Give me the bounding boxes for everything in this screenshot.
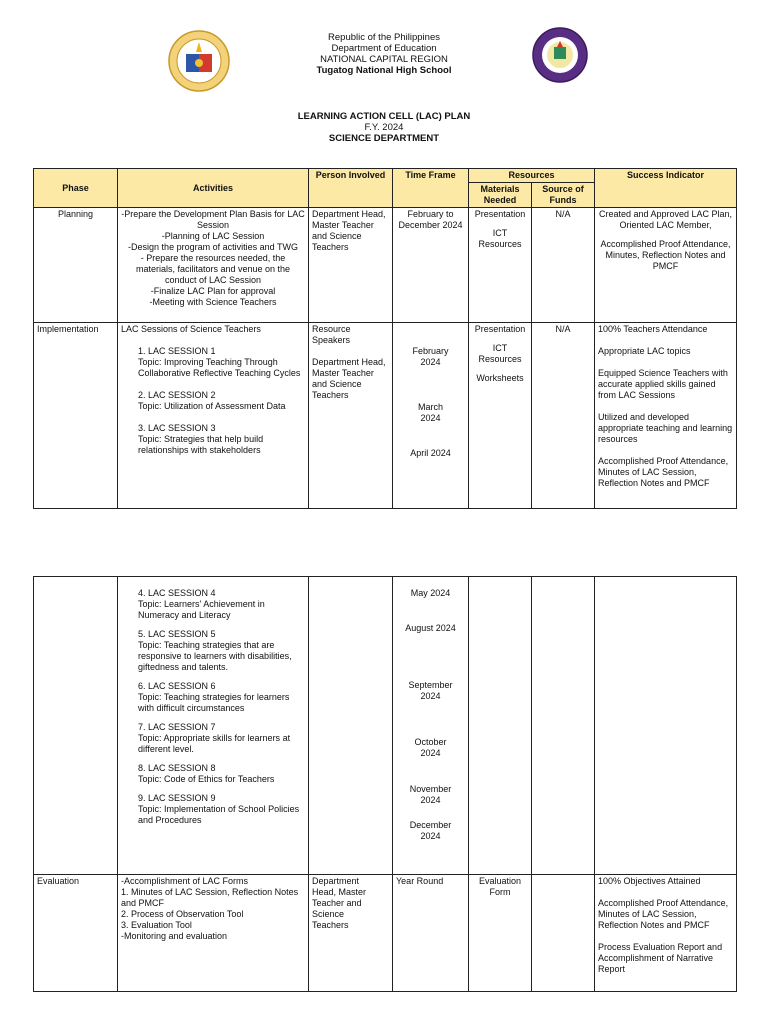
session-topic: Topic: Teaching strategies for learners with difficult circumstances [138,692,290,713]
planning-activity: -Finalize LAC Plan for approval [150,286,276,296]
phase-evaluation: Evaluation [34,875,118,992]
success-item: Process Evaluation Report and Accomplishment of Narrative Report [598,942,723,974]
phase-implementation: Implementation [34,323,118,509]
session-topic: Topic: Strategies that help build relationships with stakeholders [138,434,264,455]
session-label: 8. LAC SESSION 8 [138,763,216,773]
planning-activities [118,208,309,323]
header-line-department: Department of Education [331,43,437,54]
session-time: February 2024 [412,346,449,367]
session-label: 7. LAC SESSION 7 [138,722,216,732]
header-line-republic: Republic of the Philippines [328,32,440,43]
lac-session [121,722,305,755]
session-time: November 2024 [409,784,452,805]
table-row-implementation [34,323,737,509]
phase-planning: Planning [34,208,118,323]
material-presentation: Presentation [474,324,526,334]
session-label: 1. LAC SESSION 1 [138,346,216,356]
planning-activity: -Prepare the Development Plan Basis for LAC Session [121,209,305,230]
success-item: Equipped Science Teachers with accurate applied skills gained from LAC Sessions [598,368,728,400]
continued-person-empty [309,577,393,875]
implementation-time-frame [393,323,469,509]
planning-materials [469,208,532,323]
session-time: March 2024 [417,402,443,423]
session-time: April 2024 [410,448,451,458]
session-time: October 2024 [414,737,447,758]
session-topic: Topic: Learners’ Achievement in Numeracy and Literacy [138,599,265,620]
phase-empty [34,577,118,875]
implementation-materials [469,323,532,509]
session-label: 9. LAC SESSION 9 [138,793,216,803]
implementation-person-involved [309,323,393,509]
table-row-sessions-continued [34,577,737,875]
continued-materials-empty [469,577,532,875]
continued-funds-empty [532,577,595,875]
evaluation-person-involved: Department Head, Master Teacher and Science Teachers [309,875,393,992]
planning-activity: -Meeting with Science Teachers [149,297,277,307]
implementation-funds: N/A [532,323,595,509]
implementation-success-indicator [595,323,737,509]
evaluation-materials: Evaluation Form [469,875,532,992]
header-school-name: Tugatog National High School [316,65,452,76]
planning-activity: -Planning of LAC Session [161,231,265,241]
success-item: Appropriate LAC topics [598,346,691,356]
evaluation-activity: -Monitoring and evaluation [121,931,228,941]
person-resource-speakers: Resource Speakers [312,324,351,345]
continued-activities [118,577,309,875]
session-time: December 2024 [409,820,452,841]
header-line-region: NATIONAL CAPITAL REGION [320,54,448,65]
lac-session [121,423,305,456]
success-item: Accomplished Proof Attendance, Minutes of LAC Session, Reflection Notes and PMCF [598,898,729,930]
session-topic: Topic: Implementation of School Policies and Procedures [138,804,300,825]
title-fiscal-year: F.Y. 2024 [364,122,404,133]
header-success-indicator: Success Indicator [595,169,737,208]
lac-plan-table [33,168,737,509]
success-item: 100% Objectives Attained [598,876,701,886]
planning-time-frame: February to December 2024 [393,208,469,323]
title-main: LEARNING ACTION CELL (LAC) PLAN [297,111,471,122]
success-item: 100% Teachers Attendance [598,324,708,334]
planning-success-indicator [595,208,737,323]
session-time: August 2024 [405,623,456,633]
session-label: 3. LAC SESSION 3 [138,423,216,433]
header-activities: Activities [118,169,309,208]
success-item: Accomplished Proof Attendance, Minutes of LAC Session, Reflection Notes and PMCF [598,456,729,488]
success-item: Accomplished Proof Attendance, Minutes, Reflection Notes and PMCF [600,239,731,271]
material-ict-resources: ICT Resources [478,343,522,364]
header-person-involved: Person Involved [309,169,393,208]
session-topic: Topic: Appropriate skills for learners at different level. [138,733,291,754]
header-source-of-funds: Source of Funds [532,183,595,208]
evaluation-activity: 2. Process of Observation Tool [121,909,244,919]
header-materials-needed: Materials Needed [469,183,532,208]
lac-session [121,346,305,379]
evaluation-success-indicator [595,875,737,992]
material-presentation: Presentation [474,209,526,219]
table-row-evaluation [34,875,737,992]
lac-session [121,390,305,412]
lac-session [121,793,305,826]
success-item: Utilized and developed appropriate teaching and learning resources [598,412,733,444]
session-label: 5. LAC SESSION 5 [138,629,216,639]
session-time: May 2024 [410,588,451,598]
document-title [0,111,768,144]
session-topic: Topic: Teaching strategies that are responsive to learners with disabilities, giftedness and talents. [138,640,292,672]
lac-session [121,588,305,621]
planning-activity: - Prepare the resources needed, the materials, facilitators and venue on the conduct of LAC Session [135,253,291,285]
continued-time-frame [393,577,469,875]
evaluation-activity: 1. Minutes of LAC Session, Reflection Notes and PMCF [121,887,299,908]
evaluation-time-frame: Year Round [393,875,469,992]
person-staff: Department Head, Master Teacher and Science Teachers [312,357,386,400]
title-department: SCIENCE DEPARTMENT [328,133,440,144]
evaluation-activity: 3. Evaluation Tool [121,920,192,930]
session-label: 4. LAC SESSION 4 [138,588,216,598]
session-time: September 2024 [408,680,453,701]
session-label: 2. LAC SESSION 2 [138,390,216,400]
session-topic: Topic: Utilization of Assessment Data [138,401,286,411]
evaluation-funds-empty [532,875,595,992]
lac-session [121,681,305,714]
material-ict-resources: ICT Resources [478,228,522,249]
header-phase: Phase [34,169,118,208]
table-row-planning [34,208,737,323]
planning-funds: N/A [532,208,595,323]
header-resources: Resources [469,169,595,183]
implementation-activities [118,323,309,509]
header-time-frame: Time Frame [393,169,469,208]
session-label: 6. LAC SESSION 6 [138,681,216,691]
evaluation-activity: -Accomplishment of LAC Forms [121,876,249,886]
continued-success-empty [595,577,737,875]
document-header [0,32,768,76]
material-worksheets: Worksheets [476,373,524,383]
lac-plan-table-continued [33,576,737,992]
planning-activity: -Design the program of activities and TWG [128,242,298,252]
planning-person-involved: Department Head, Master Teacher and Science Teachers [309,208,393,323]
implementation-intro: LAC Sessions of Science Teachers [121,324,261,334]
evaluation-activities [118,875,309,992]
success-item: Created and Approved LAC Plan, Oriented LAC Member, [598,209,733,230]
lac-session [121,629,305,673]
lac-session [121,763,305,785]
session-topic: Topic: Improving Teaching Through Collaborative Reflective Teaching Cycles [138,357,301,378]
session-topic: Topic: Code of Ethics for Teachers [138,774,275,784]
